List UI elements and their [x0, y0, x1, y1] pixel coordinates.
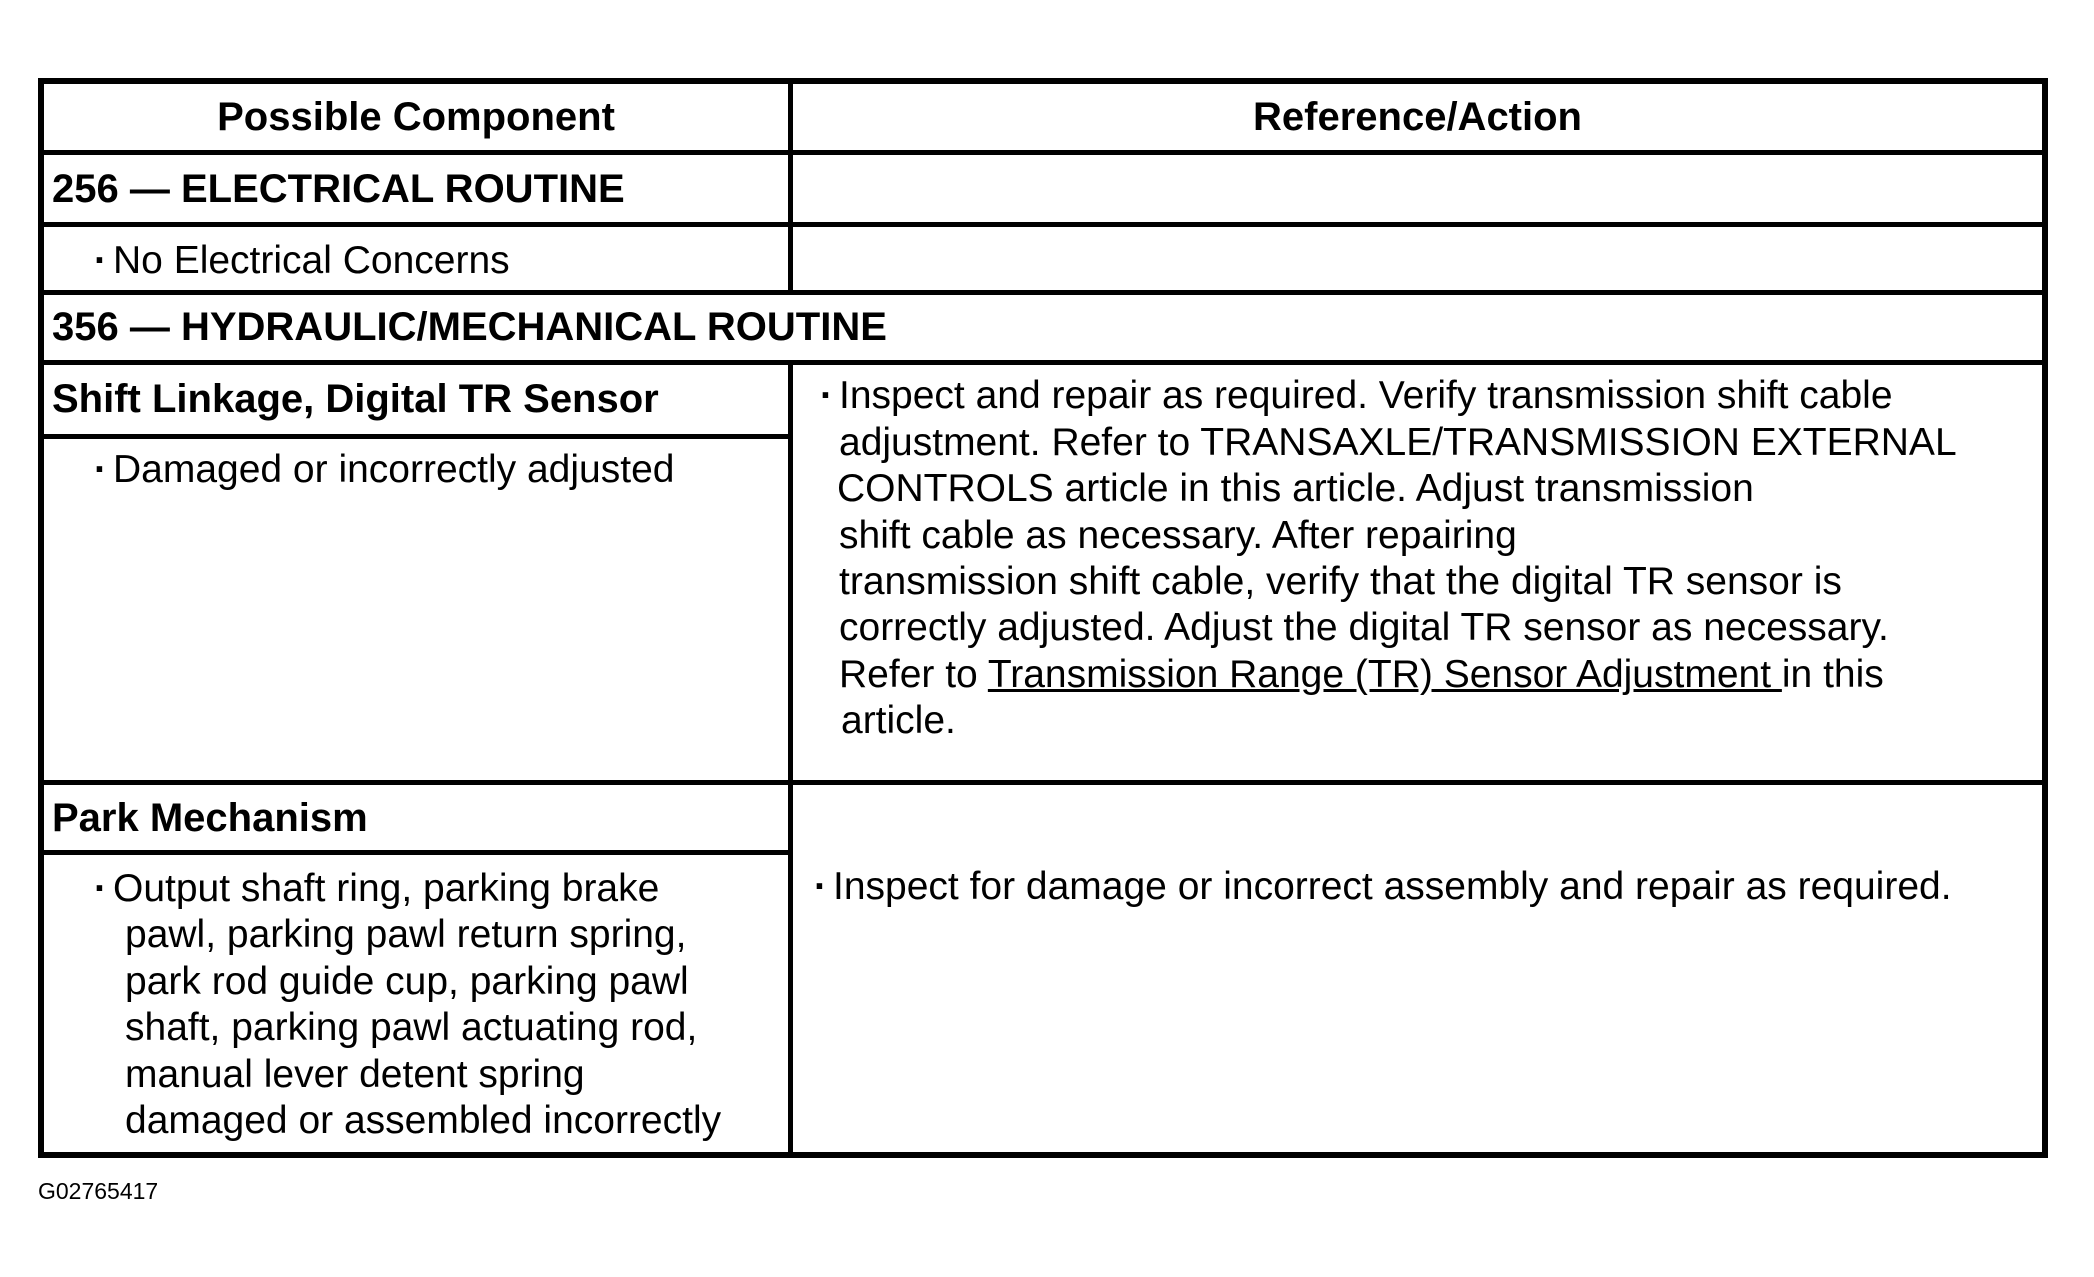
shift-linkage-action-line-4: shift cable as necessary. After repairing [839, 514, 1517, 557]
refer-prefix: Refer to [839, 653, 988, 696]
bullet-glyph: · [814, 865, 827, 908]
header-divider [44, 150, 2042, 155]
bullet-glyph: · [94, 448, 107, 491]
shift-linkage-action-line-5: transmission shift cable, verify that the digital TR sensor is [839, 560, 1842, 603]
column-divider-356 [788, 360, 793, 1152]
figure-id: G02765417 [38, 1178, 159, 1204]
park-mechanism-item-line-2: pawl, parking pawl return spring, [125, 913, 687, 956]
park-mechanism-item-line-3: park rod guide cup, parking pawl [125, 960, 689, 1003]
section-title-256: 256 — ELECTRICAL ROUTINE [52, 167, 625, 211]
shift-linkage-action-line-2: adjustment. Refer to TRANSAXLE/TRANSMISSION EXTERNAL [839, 421, 1957, 464]
park-mechanism-item-line-6: damaged or assembled incorrectly [125, 1099, 722, 1142]
park-heading-divider [44, 850, 788, 855]
no-electrical-concerns-item [94, 237, 510, 284]
shift-heading-divider [44, 434, 788, 439]
park-mechanism-item-line-5: manual lever detent spring [125, 1053, 585, 1096]
park-mechanism-heading: Park Mechanism [52, 796, 368, 840]
no-concerns-divider [44, 290, 2042, 295]
park-mechanism-item-line-1 [94, 865, 659, 912]
action-text: Inspect for damage or incorrect assembly and repair as required. [833, 865, 1952, 908]
tr-sensor-adjustment-link[interactable]: Transmission Range (TR) Sensor Adjustment [987, 653, 1782, 696]
item-text: No Electrical Concerns [113, 239, 510, 282]
action-text: Inspect and repair as required. Verify transmission shift cable [839, 374, 1893, 417]
shift-linkage-item [94, 446, 674, 493]
item-text: Damaged or incorrectly adjusted [113, 448, 675, 491]
section-356-divider [44, 360, 2042, 365]
section-256-divider [44, 222, 2042, 227]
section-title-356: 356 — HYDRAULIC/MECHANICAL ROUTINE [52, 305, 887, 349]
bullet-glyph: · [94, 867, 107, 910]
bullet-glyph: · [94, 239, 107, 282]
shift-row-divider [44, 780, 2042, 785]
diagnostic-table [38, 78, 2048, 1158]
item-text: Output shaft ring, parking brake [113, 867, 660, 910]
park-mechanism-action [814, 863, 1952, 910]
shift-linkage-action-line-7 [839, 651, 1884, 698]
header-reference-action: Reference/Action [1253, 95, 1582, 139]
shift-linkage-action-line-1 [820, 372, 1893, 419]
park-mechanism-item-line-4: shaft, parking pawl actuating rod, [125, 1006, 698, 1049]
refer-suffix: in this [1781, 653, 1884, 696]
bullet-glyph: · [820, 374, 833, 417]
shift-linkage-heading: Shift Linkage, Digital TR Sensor [52, 377, 659, 421]
shift-linkage-action-line-3: CONTROLS article in this article. Adjust transmission [837, 467, 1754, 510]
shift-linkage-action-line-6: correctly adjusted. Adjust the digital TR sensor as necessary. [839, 606, 1889, 649]
header-possible-component: Possible Component [217, 95, 615, 139]
column-divider-256 [788, 222, 793, 290]
shift-linkage-action-line-8: article. [841, 699, 956, 742]
